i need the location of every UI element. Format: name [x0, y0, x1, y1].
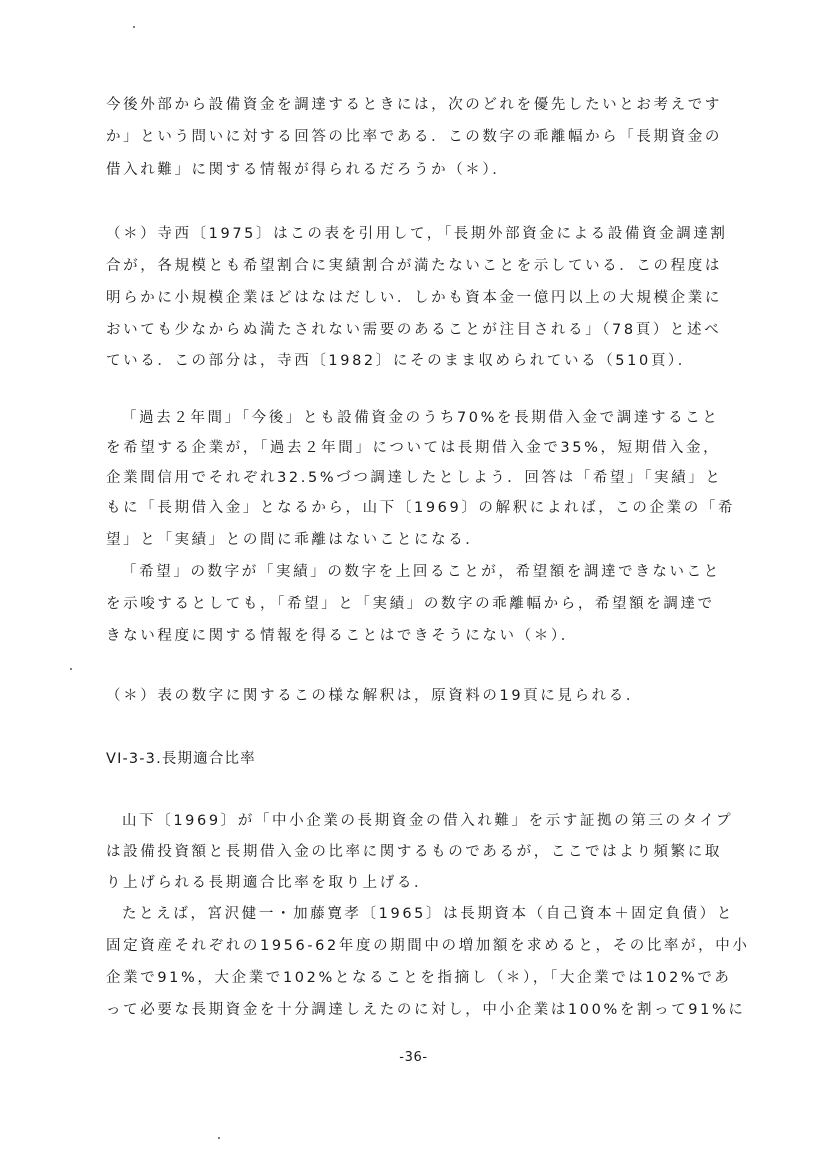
text-line: 企業で91%，大企業で102%となることを指摘し（＊），「大企業では102%であ: [106, 970, 732, 986]
text-line: って必要な長期資金を十分調達しえたのに対し，中小企業は100%を割って91%に: [106, 1002, 746, 1018]
text-line: 企業間信用でそれぞれ32.5%づつ調達したとしよう．回答は「希望」「実績」と: [106, 470, 723, 486]
footnote-line: 明らかに小規模企業ほどはなはだしい．しかも資本金一億円以上の大規模企業に: [106, 290, 722, 306]
text-line: もに「長期借入金」となるから，山下〔1969〕の解釈によれば，この企業の「希: [106, 500, 736, 516]
scan-speck: [70, 668, 72, 670]
text-line: を希望する企業が，「過去２年間」については長期借入金で35%，短期借入金，: [106, 440, 721, 456]
text-line: 「希望」の数字が「実績」の数字を上回ることが，希望額を調達できないこと: [122, 564, 721, 580]
scan-speck: [218, 1137, 220, 1139]
footnote-line: （＊）寺西〔1975〕はこの表を引用して，「長期外部資金による設備資金調達割: [106, 226, 728, 242]
text-line: 固定資産それぞれの1956-62年度の期間中の増加額を求めると，その比率が，中小: [106, 938, 750, 954]
text-line: 「過去２年間」「今後」とも設備資金のうち70%を長期借入金で調達すること: [122, 410, 720, 426]
footnote-line: （＊）表の数字に関するこの様な解釈は，原資料の19頁に見られる．: [106, 688, 643, 704]
section-heading: VI-3-3.長期適合比率: [106, 751, 256, 767]
scan-speck: [133, 26, 135, 28]
text-line: は設備投資額と長期借入金の比率に関するものであるが，ここではより頻繁に取: [106, 844, 722, 860]
text-line: たとえば，宮沢健一・加藤寛孝〔1965〕は長期資本（自己資本＋固定負債）と: [122, 906, 734, 922]
text-line: り上げられる長期適合比率を取り上げる．: [106, 875, 432, 891]
text-line: 今後外部から設備資金を調達するときには，次のどれを優先したいとお考えです: [106, 97, 722, 113]
text-line: 望」と「実績」との間に乖離はないことになる．: [106, 532, 483, 548]
footnote-line: ている．この部分は，寺西〔1982〕にそのまま収められている（510頁）．: [106, 353, 695, 369]
footnote-line: おいても少なからぬ満たされない需要のあることが注目される」（78頁）と述べ: [106, 322, 722, 338]
text-line: 借入れ難」に関する情報が得られるだろうか（＊）．: [106, 162, 510, 178]
text-line: を示唆するとしても，「希望」と「実績」の数字の乖離幅から，希望額を調達で: [106, 596, 715, 612]
page-number: -36-: [399, 1050, 428, 1065]
text-line: 山下〔1969〕が「中小企業の長期資金の借入れ難」を示す証拠の第三のタイプ: [122, 813, 734, 829]
text-line: か」という問いに対する回答の比率である．この数字の乖離幅から「長期資金の: [106, 129, 722, 145]
text-line: きない程度に関する情報を得ることはできそうにない（＊）．: [106, 628, 578, 644]
footnote-line: 合が，各規模とも希望割合に実績割合が満たないことを示している．この程度は: [106, 258, 722, 274]
